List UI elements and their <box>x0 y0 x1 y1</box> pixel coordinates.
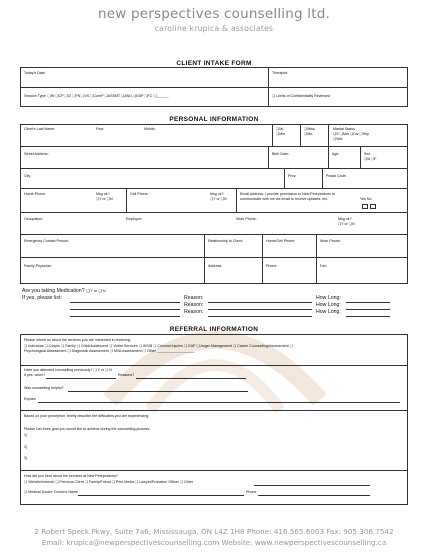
footer-contact: Email: krupica@newperspectivescounselling.com Website: www.newperspectivescounselling.ca <box>41 538 387 547</box>
family-physician-field[interactable]: Family Physician: <box>24 264 52 268</box>
services-options[interactable]: ❑ Individual ❑ Couple ❑ Family ❑ Child/Adolescent ❑ Victim Services ❑ WSIB ❑ Criminal Injuries ❑ EAP ❑ Anger Management ❑ Career Counselling/Assessment ❑ <box>24 344 293 348</box>
medication-question: Are you taking Medication? ❑ Y or ❑ N <box>22 288 106 294</box>
helpful-question: Was counselling helpful? <box>24 386 64 390</box>
occupation-field[interactable]: Occupation: <box>24 217 44 221</box>
last-name-field[interactable]: Client's Last Name: <box>24 127 56 131</box>
medication-2-line[interactable] <box>70 309 180 310</box>
title-mrs-checkbox[interactable]: ❑Mrs <box>276 132 286 136</box>
physician-address-field[interactable]: Address: <box>208 264 223 268</box>
organization-name: new perspectives counselling ltd. <box>98 6 330 22</box>
goal-3[interactable]: 3) <box>24 456 28 460</box>
attended-previously-question[interactable]: Have you attended counselling previously? ❑ Y or ❑ N <box>24 368 112 372</box>
doctor-phone-line[interactable] <box>258 495 370 496</box>
explain-line[interactable] <box>38 402 400 403</box>
marital-status-options[interactable]: ❑S ❑Mar ❑Div ❑Sep <box>333 132 370 136</box>
postal-code-field[interactable]: Postal Code: <box>326 174 347 178</box>
medication-2-reason-line[interactable] <box>208 309 312 310</box>
email-no-checkbox[interactable] <box>370 204 376 209</box>
section-title-referral: REFERRAL INFORMATION <box>169 326 259 333</box>
marital-status-label: Marital Status <box>333 127 355 131</box>
physician-phone-field[interactable]: Phone: <box>266 264 278 268</box>
helpful-line[interactable] <box>68 391 248 392</box>
reasons-line[interactable] <box>136 378 246 379</box>
first-name-field[interactable]: First: <box>96 127 104 131</box>
cell-msg-ok-label: Msg ok? <box>210 192 224 196</box>
emergency-home-cell-field[interactable]: Home/Cell Phone: <box>266 239 296 243</box>
medication-2-howlong-label: How Long: <box>316 302 341 308</box>
email-permission-text-2: communicate with me via email to receive updates, etc. <box>240 197 329 201</box>
medication-1-howlong-line[interactable] <box>346 302 390 303</box>
home-msg-ok-label: Msg ok? <box>96 192 110 196</box>
email-yes-checkbox[interactable] <box>362 204 368 209</box>
medication-3-reason-label: Reason: <box>184 309 204 315</box>
goals-question: Please List three goal you would like to achieve during the counselling process: <box>24 427 151 431</box>
title-miss-checkbox[interactable]: ❑Miss. <box>304 127 316 131</box>
birth-date-field[interactable]: Birth Date: <box>272 152 289 156</box>
age-field[interactable]: Age: <box>332 152 340 156</box>
medication-1-line[interactable] <box>70 302 180 303</box>
email-yes-no-label: Yes No <box>360 197 372 201</box>
medical-doctor-checkbox[interactable]: ❑ Medical Doctor; Doctor's Name <box>24 490 78 494</box>
services-intro: Please inform us about the services you are interested in receiving: <box>24 338 131 342</box>
marital-status-widowed[interactable]: ❑Wid <box>333 137 343 141</box>
perception-question: Based on your perception, briefly describe the difficulties you are experiencing: <box>24 414 150 418</box>
session-type-field[interactable]: Session Type: ❑IN ❑CP ❑CI ❑FN ❑VS ❑ComP ❑ASSMT ❑ANG ❑EAP ❑FC ❑______ <box>24 94 169 98</box>
email-permission-text: Email Address: I provide permission to New Perspectives to <box>240 192 335 196</box>
services-options-2[interactable]: Psychological Assessment ❑ Diagnostic Assessment ❑ MVA Assessment ❑ Other ___________________ <box>24 349 195 353</box>
medication-2-howlong-line[interactable] <box>346 309 390 310</box>
when-label: If yes, when? <box>24 373 46 377</box>
medication-3-line[interactable] <box>70 316 180 317</box>
medication-2-reason-label: Reason: <box>184 302 204 308</box>
employer-field[interactable]: Employer: <box>126 217 143 221</box>
medication-3-reason-line[interactable] <box>208 316 312 317</box>
personal-table <box>20 124 408 284</box>
province-field[interactable]: Prov: <box>288 174 297 178</box>
medication-1-reason-line[interactable] <box>208 302 312 303</box>
work-phone-field[interactable]: Work Phone: <box>236 217 257 221</box>
medication-3-howlong-line[interactable] <box>346 316 390 317</box>
organization-subtitle: caroline krupica & associates <box>154 24 274 33</box>
title-mr-checkbox[interactable]: ❑Mr. <box>276 127 285 131</box>
doctor-name-line[interactable] <box>78 495 244 496</box>
doctor-phone-label: Phone <box>246 490 257 494</box>
explain-label: Explain <box>24 397 36 401</box>
reasons-label: Reasons? <box>118 373 135 377</box>
work-msg-ok-label: Msg ok? <box>338 217 352 221</box>
home-phone-field[interactable]: Home Phone: <box>24 192 46 196</box>
footer-address: 2 Robert Speck Pkwy, Suite 7a6, Mississauga, ON L4Z 1H8 Phone: 416.565.6003 Fax: 905.306.7542 <box>34 527 394 536</box>
sex-label: Sex: <box>364 152 372 156</box>
physician-fax-field[interactable]: Fax: <box>320 264 327 268</box>
sex-options[interactable]: ❑M ❑F <box>364 157 377 161</box>
section-title-personal: PERSONAL INFORMATION <box>169 116 259 123</box>
hear-about-question: How did you hear about the services at New Perspectives? <box>24 474 118 478</box>
when-line[interactable] <box>46 378 116 379</box>
hear-about-options[interactable]: ❑ Website/Internet ❑ Previous Client ❑ Family/Friend ❑ Print Media ❑ Lawyer/Probation Officer ❑ Other <box>24 480 193 484</box>
therapist-field[interactable]: Therapist: <box>272 71 288 75</box>
medication-yn-options[interactable]: ❑ Y or ❑ N <box>86 289 106 293</box>
cell-msg-ok-options[interactable]: ❑Y or ❑N <box>210 197 227 201</box>
title-ms-checkbox[interactable]: ❑Ms. <box>304 132 314 136</box>
city-field[interactable]: City: <box>24 174 32 178</box>
street-address-field[interactable]: Street Address: <box>24 152 49 156</box>
medication-1-howlong-label: How Long: <box>316 295 341 301</box>
cell-phone-field[interactable]: Cell Phone: <box>130 192 149 196</box>
limits-confidentiality-checkbox[interactable]: ❑ Limits of Confidentiality Reviewed <box>272 94 330 98</box>
section-title-intake: CLIENT INTAKE FORM <box>176 60 252 67</box>
emergency-contact-field[interactable]: Emergency Contact Person: <box>24 239 69 243</box>
middle-name-field[interactable]: Middle: <box>144 127 156 131</box>
goal-1[interactable]: 1) <box>24 433 28 437</box>
home-msg-ok-options[interactable]: ❑Y or ❑N <box>96 197 113 201</box>
goal-2[interactable]: 2) <box>24 445 28 449</box>
emergency-work-phone-field[interactable]: Work Phone: <box>320 239 341 243</box>
medication-3-howlong-label: How Long: <box>316 309 341 315</box>
relationship-field[interactable]: Relationship to Client: <box>208 239 243 243</box>
todays-date-field[interactable]: Today's Date: <box>24 71 46 75</box>
medication-1-reason-label: Reason: <box>184 295 204 301</box>
medication-list-label: If yes, please list: <box>22 295 62 301</box>
work-msg-ok-options[interactable]: ❑Y or ❑N <box>338 222 355 226</box>
hear-other-line[interactable] <box>254 485 370 486</box>
